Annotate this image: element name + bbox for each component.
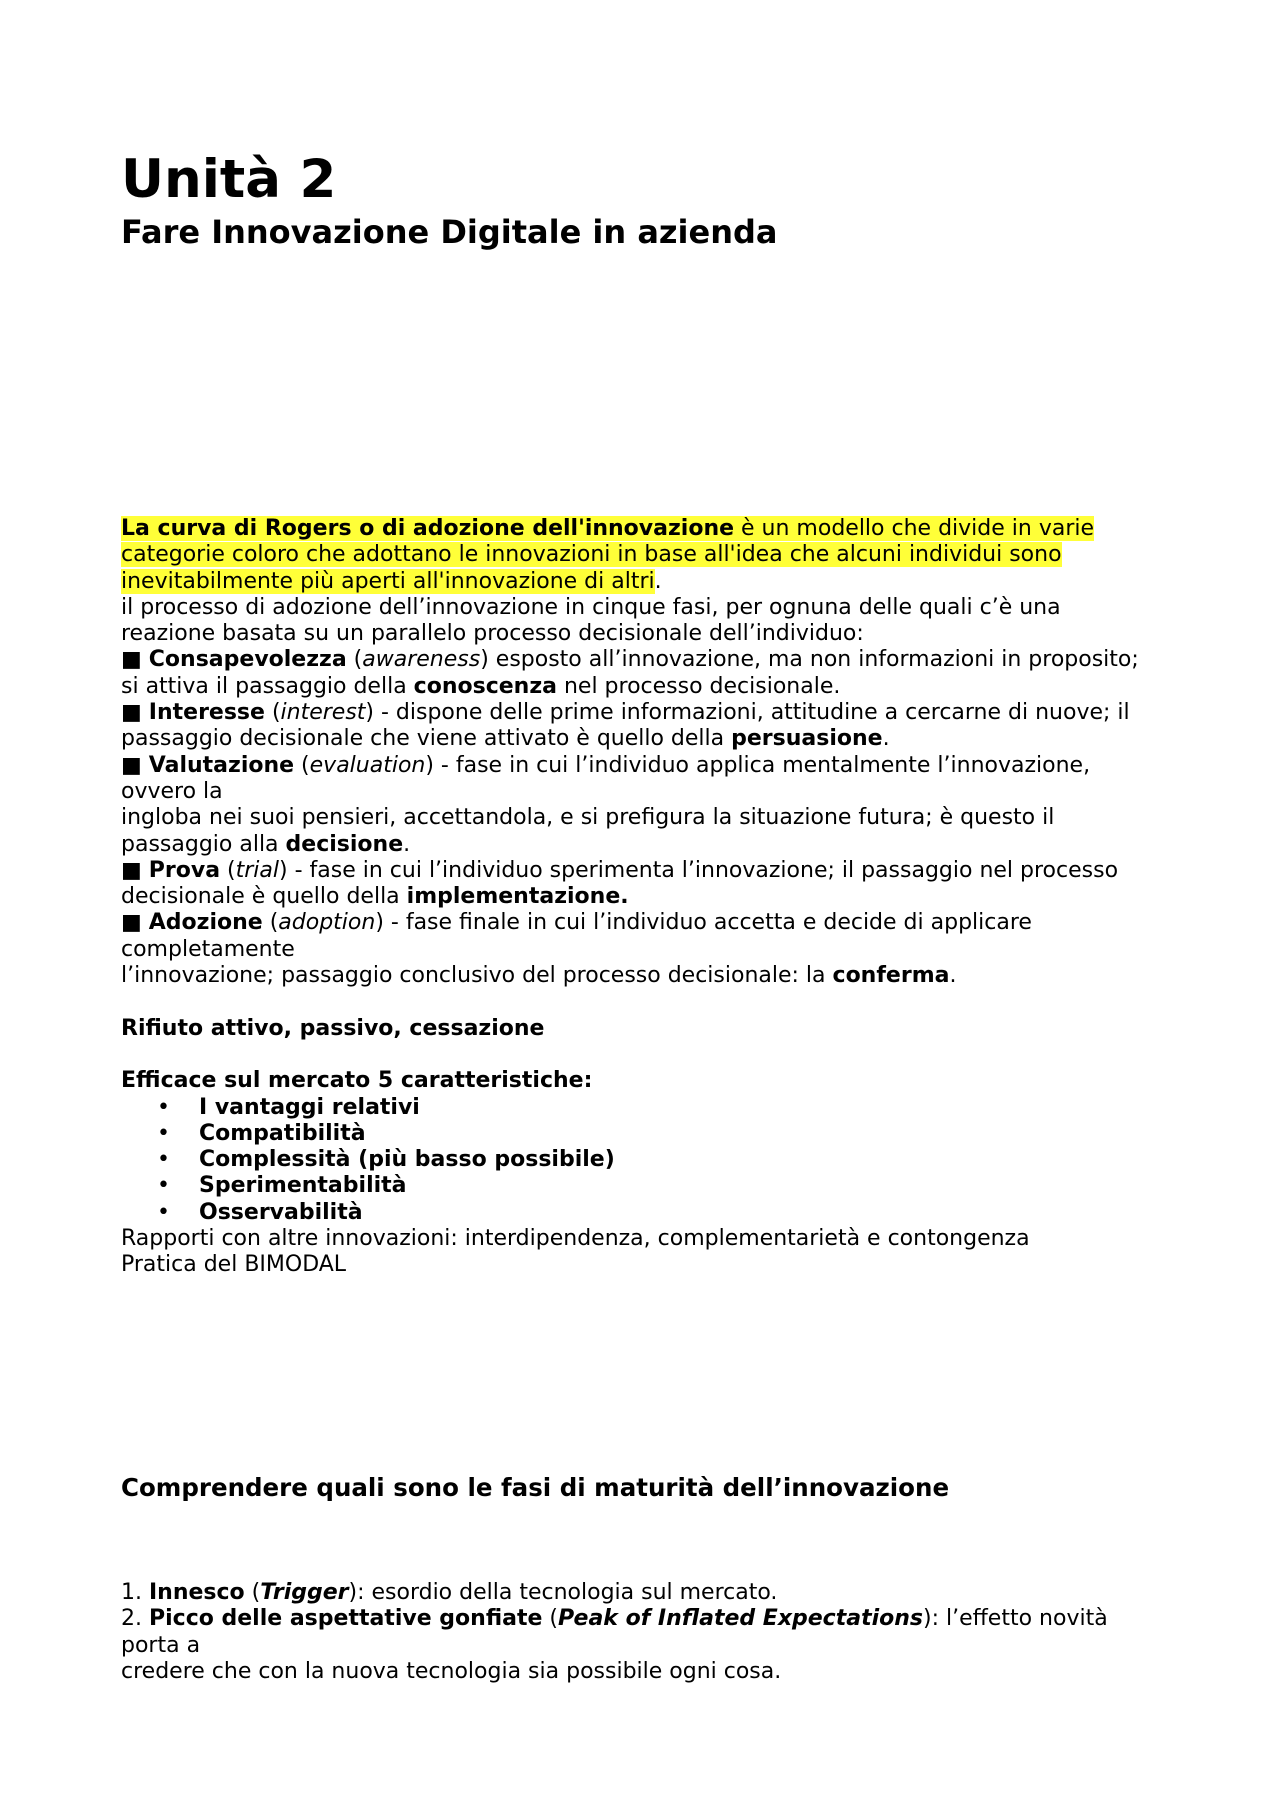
market-heading-text: Efficace sul mercato 5 caratteristiche:	[121, 1068, 593, 1094]
market-heading	[121, 1068, 1161, 1094]
phase-description: ) esposto all’innovazione, ma non informazioni in proposito; si attiva il passaggio della	[121, 647, 1139, 699]
phase-consapevolezza	[121, 647, 1161, 700]
characteristic-label: I vantaggi relativi	[199, 1094, 420, 1120]
maturity-heading: Comprendere quali sono le fasi di maturità dell’innovazione	[121, 1473, 950, 1502]
phase-adozione	[121, 910, 1161, 963]
paren-open: (	[294, 752, 310, 778]
adoption-process-intro: il processo di adozione dell’innovazione in cinque fasi, per ognuna delle quali c’è una reazione basata su un parallelo processo decisionale dell’individuo:	[121, 594, 1061, 647]
phase-english-term: interest	[280, 700, 366, 726]
square-bullet-icon: ■	[121, 700, 149, 726]
paren-open: (	[262, 910, 279, 936]
square-bullet-icon: ■	[121, 857, 149, 883]
phase-interesse	[121, 700, 1161, 753]
phase-tail: nel processo decisionale.	[556, 673, 841, 699]
phase-valutazione-continued	[121, 805, 1161, 858]
phase-prova	[121, 858, 1161, 911]
phase-english-term: awareness	[362, 647, 481, 673]
rejection-line	[121, 1016, 1161, 1042]
maturity-section	[121, 1580, 1161, 1685]
stage-english-term: Peak of Inflated Expectations	[558, 1606, 924, 1632]
phase-keyword: conferma	[832, 963, 950, 989]
stage-name: Picco delle aspettative gonfiate	[148, 1606, 543, 1632]
paren-open: (	[264, 700, 281, 726]
phase-keyword: decisione	[285, 831, 404, 857]
bullet-dot-icon: •	[157, 1120, 170, 1146]
spacer	[121, 1042, 1161, 1068]
list-item	[121, 1147, 1161, 1173]
phase-name: Valutazione	[148, 752, 295, 778]
maturity-item-1	[121, 1580, 1161, 1606]
stage-english-term: Trigger	[260, 1580, 349, 1605]
phase-adozione-continued	[121, 963, 1161, 989]
phase-keyword: persuasione	[731, 726, 883, 752]
phase-description: ) - fase finale in cui l’individuo accetta e decide di applicare completamente	[121, 910, 1032, 962]
stage-name: Innesco	[148, 1580, 245, 1605]
bullet-dot-icon: •	[157, 1173, 170, 1199]
bimodal-line: Pratica del BIMODAL	[121, 1252, 347, 1278]
page-title: Unità 2	[121, 149, 337, 210]
list-item	[121, 1173, 1161, 1199]
bullet-dot-icon: •	[157, 1199, 170, 1225]
rejection-text: Rifiuto attivo, passivo, cessazione	[121, 1015, 545, 1041]
page-subtitle: Fare Innovazione Digitale in azienda	[121, 213, 778, 251]
item-number: 1.	[121, 1580, 149, 1605]
characteristics-list	[121, 1095, 1161, 1226]
phase-tail: .	[949, 963, 957, 989]
phase-name: Adozione	[148, 910, 263, 936]
phase-keyword: implementazione.	[406, 884, 629, 910]
square-bullet-icon: ■	[121, 752, 149, 778]
bullet-dot-icon: •	[157, 1147, 170, 1173]
list-item	[121, 1200, 1161, 1226]
stage-description: ): esordio della tecnologia sul mercato.	[348, 1580, 778, 1605]
paren-open: (	[220, 857, 236, 883]
stage-description: ): l’effetto novità porta a	[121, 1606, 1108, 1658]
phase-keyword: conoscenza	[413, 673, 557, 699]
definition-period: .	[654, 568, 662, 594]
characteristic-label: Sperimentabilità	[199, 1173, 407, 1199]
phase-valutazione	[121, 753, 1161, 806]
phase-description: ) - dispone delle prime informazioni, attitudine a cercarne di nuove; il passaggio decisionale che viene attivato è quello della	[121, 700, 1130, 752]
paren-open: (	[542, 1606, 558, 1632]
paren-open: (	[346, 647, 363, 673]
phase-name: Interesse	[148, 700, 265, 726]
bullet-dot-icon: •	[157, 1094, 170, 1120]
phase-name: Prova	[148, 857, 221, 883]
square-bullet-icon: ■	[121, 647, 149, 673]
phase-description: ingloba nei suoi pensieri, accettandola, e si prefigura la situazione futura; è questo il passaggio alla	[121, 805, 1055, 857]
characteristic-label: Osservabilità	[199, 1199, 363, 1225]
phase-english-term: evaluation	[309, 752, 426, 778]
list-item	[121, 1121, 1161, 1147]
list-item	[121, 1095, 1161, 1121]
rogers-curve-description: è un modello che divide in varie categorie coloro che adottano le innovazioni in base all'idea che alcuni individui sono inevitabilmente più aperti all'innovazione di altri	[121, 516, 1095, 594]
phase-description: ) - fase in cui l’individuo sperimenta l’innovazione; il passaggio nel processo decisionale è quello della	[121, 857, 1119, 910]
phase-english-term: trial	[235, 857, 280, 883]
rogers-curve-term: La curva di Rogers o di adozione dell'innovazione	[121, 516, 735, 541]
phase-description: ) - fase in cui l’individuo applica mentalmente l’innovazione, ovvero la	[121, 752, 1091, 804]
spacer	[121, 989, 1161, 1015]
phase-tail: .	[403, 831, 411, 857]
highlighted-definition	[121, 516, 1094, 594]
paren-open: (	[244, 1580, 261, 1605]
phase-description: l’innovazione; passaggio conclusivo del processo decisionale: la	[121, 963, 833, 989]
characteristic-label: Complessità (più basso possibile)	[199, 1147, 615, 1173]
phase-english-term: adoption	[278, 910, 376, 936]
maturity-item-2-continued: credere che con la nuova tecnologia sia possibile ogni cosa.	[121, 1658, 782, 1684]
phase-tail: .	[882, 726, 890, 752]
rogers-definition-paragraph	[121, 516, 1161, 595]
phase-name: Consapevolezza	[148, 647, 347, 673]
maturity-item-2	[121, 1606, 1161, 1659]
rogers-section	[121, 516, 1161, 1279]
item-number: 2.	[121, 1606, 149, 1632]
characteristic-label: Compatibilità	[199, 1120, 366, 1146]
relations-line: Rapporti con altre innovazioni: interdipendenza, complementarietà e contongenza	[121, 1226, 1030, 1252]
square-bullet-icon: ■	[121, 910, 149, 936]
